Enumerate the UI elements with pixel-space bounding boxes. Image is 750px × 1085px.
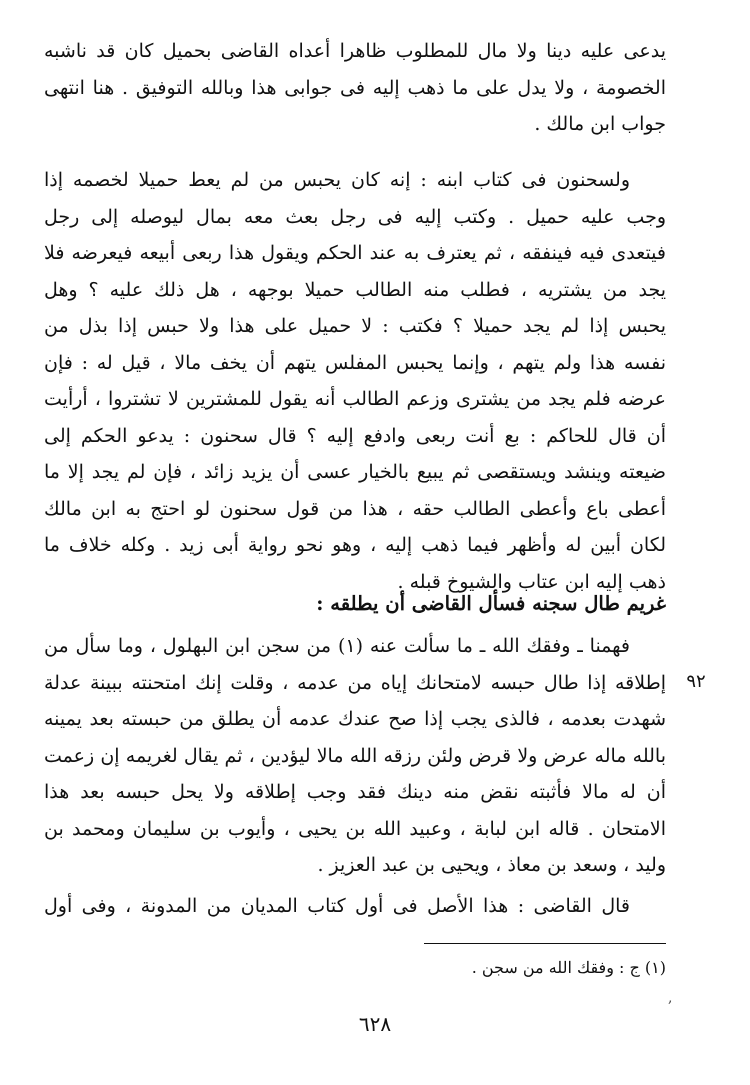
text-line: إطلاقه إذا طال حبسه لامتحانك إياه من عدمه ، وقلت إنك امتحنته ببينة عدلة bbox=[44, 671, 666, 694]
text-line: أعطى باع وأعطى الطالب حقه ، هذا من قول سحنون لو احتج به ابن مالك bbox=[44, 497, 666, 520]
text-line: عرضه فلم يجد من يشترى وزعم الطالب أنه يقول للمشترين لا تشتروا ، أرأيت bbox=[44, 388, 666, 410]
text-line: شهدت بعدمه ، فالذى يجب إذا صح عندك عدمه أن يطلق من حبسته بعد يمينه bbox=[44, 708, 666, 730]
text-line: الخصومة ، ولا يدل على ما ذهب إليه فى جوابى هذا وبالله التوفيق . هنا انتهى bbox=[44, 76, 666, 99]
margin-number: ٩٢ bbox=[686, 671, 706, 692]
section-heading: غريم طال سجنه فسأل القاضى أن يطلقه : bbox=[316, 592, 666, 615]
footnote-divider bbox=[424, 943, 666, 944]
footnote: (١) ج : وفقك الله من سجن . bbox=[471, 958, 666, 977]
text-line: وليد ، وسعد بن معاذ ، ويحيى بن عبد العزيز . bbox=[317, 854, 666, 876]
text-line: قال القاضى : هذا الأصل فى أول كتاب المديان من المدونة ، وفى أول bbox=[44, 895, 630, 917]
text-line: نفسه هذا ولم يتهم ، وإنما يحبس المفلس يتهم أن يخف مالا ، قيل له : فإن bbox=[44, 351, 666, 374]
text-line: جواب ابن مالك . bbox=[534, 113, 666, 135]
text-line: لكان أبين له وأظهر فيما ذهب إليه ، وهو نحو رواية أبى زيد . وكله خلاف ما bbox=[44, 534, 666, 556]
text-line: ذهب إليه ابن عتاب والشيوخ قبله . bbox=[397, 570, 666, 593]
text-line: وجب عليه حميل . وكتب إليه فى رجل بعث معه بمال ليوصله إلى رجل bbox=[44, 205, 666, 228]
page-number: ٦٢٨ bbox=[358, 1012, 392, 1036]
paragraph-1 bbox=[44, 33, 666, 143]
text-line: يحبس إذا لم يجد حميلا ؟ فكتب : لا حميل على هذا ولا حبس إذا بذل من bbox=[44, 315, 666, 337]
text-line: فهمنا ـ وفقك الله ـ ما سألت عنه (١) من سجن ابن البهلول ، وما سأل من bbox=[44, 635, 630, 657]
paragraph-4 bbox=[44, 888, 666, 925]
text-line: الامتحان . قاله ابن لبابة ، وعبيد الله بن يحيى ، وأيوب بن سليمان ومحمد بن bbox=[44, 817, 666, 840]
paragraph-2 bbox=[44, 162, 666, 600]
text-line: يدعى عليه دينا ولا مال للمطلوب ظاهرا أعداه القاضى بحميل كان قد ناشبه bbox=[44, 40, 666, 62]
text-line: أن له مالا فأثبته نقض منه دينك فقد وجب إطلاقه ولا يحل حبسه بعد هذا bbox=[44, 781, 666, 803]
text-line: يجد من يشتريه ، فطلب منه الطالب حميلا بوجهه ، هل ذلك عليه ؟ وهل bbox=[44, 278, 666, 301]
text-line: ضيعته وينشد ويستقصى ثم يبيع بالخيار عسى أن يزيد زائد ، فإن لم يجد إلا ما bbox=[44, 461, 666, 483]
text-line: بالله ماله عرض ولا قرض ولئن رزقه الله مالا ليؤدين ، ثم يقال لغريمه إن زعمت bbox=[44, 744, 666, 767]
text-line: ولسحنون فى كتاب ابنه : إنه كان يحبس من لم يعط حميلا لخصمه إذا bbox=[44, 169, 630, 191]
text-line: فيتعدى فيه فينفقه ، ثم يعترف به عند الحكم ويقول هذا ربعى أبيعه فيعرضه فلا bbox=[44, 242, 666, 264]
text-line: أن قال للحاكم : بع أنت ربعى وادفع إليه ؟ قال سحنون : يدعو الحكم إلى bbox=[44, 424, 666, 447]
paragraph-3 bbox=[44, 628, 666, 884]
margin-mark: , bbox=[668, 990, 673, 1006]
